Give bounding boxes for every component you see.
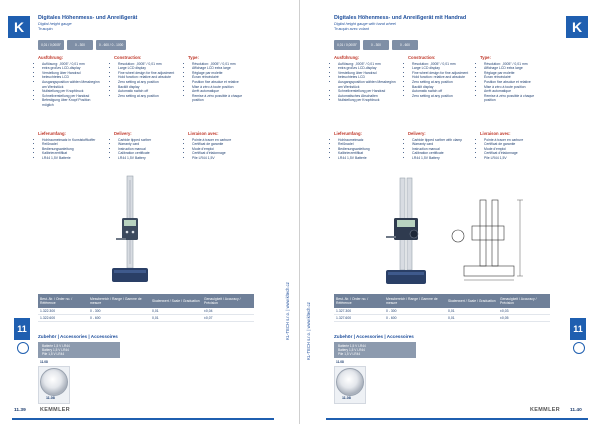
left-side-text: KL-TECH s.r.o. | www.kltech.cz (285, 282, 290, 340)
right-logo: K (566, 16, 588, 38)
list-item: • Pile LR44 1,5V (192, 156, 254, 161)
list-item: • Backlit display (118, 85, 176, 90)
col-heading: Lieferumfang: (38, 131, 66, 136)
list-item: • Certificat d'étalonnage (192, 151, 254, 156)
list-item: • Fine wheel design for fine adjustment (412, 71, 470, 76)
right-col-type (480, 56, 546, 103)
list-item: • Nullstellung per Knopfdruck (42, 89, 100, 94)
list-item: • Resolution: ,0005" / 0,01 mm (412, 62, 470, 67)
right-dimension-drawing (450, 198, 530, 282)
list-item: • Ausgangsposition wählen Messbeginn am Werkstück (42, 80, 100, 89)
list-item: • Zero setting at any position (118, 94, 176, 99)
list-item: • Mise à zéro à toute position (192, 85, 254, 90)
spec-chip: 0,01 / 0,0005" (38, 40, 64, 50)
list-item: • Carbide tipped scriber with clamp (412, 138, 470, 143)
left-accessory-thumb-label: 11.08 (46, 396, 55, 400)
list-item: • Mise à zéro à toute position (484, 85, 546, 90)
left-col-delivery (114, 132, 176, 161)
list-item: • LR44 1,5V Battery (118, 156, 176, 161)
spec-chip: 0 - 300 (67, 40, 93, 50)
table-cell: ±0,07 (204, 316, 213, 320)
list-item: • LR44 1,5V Batterie (42, 156, 100, 161)
list-item: • Réglage par molette (192, 71, 254, 76)
right-section-tab[interactable]: 11 (570, 318, 586, 340)
list-item: • beleuchtetes LCD (42, 75, 100, 80)
left-col-livraison (188, 132, 254, 161)
col-heading: Livraison avec: (188, 131, 219, 136)
table-row (334, 315, 550, 322)
table-cell: 0,01 (448, 316, 455, 320)
list-item: • Warranty card (412, 142, 470, 147)
left-subtitle-fr: Trusquin (38, 27, 53, 31)
list-item: • Certificat de garantie (192, 142, 254, 147)
list-item: • Warranty card (118, 142, 176, 147)
table-cell: 0,01 (152, 309, 159, 313)
list-item: • Pointe à tracer en carbure (484, 138, 546, 143)
list-item: • Zero setting at any position (118, 80, 176, 85)
list-item: • Hold function: relative and absolute (118, 75, 176, 80)
left-accessory-box (38, 342, 120, 358)
left-accessories-title: Zubehör | Accessories | Accessoires (38, 334, 118, 339)
list-item: • Resolution: ,0005" / 0,01 mm (118, 62, 176, 67)
table-cell: 0,01 (152, 316, 159, 320)
list-item: • Large LCD display (118, 66, 176, 71)
left-section-tab[interactable]: 11 (14, 318, 30, 340)
right-side-text: KL-TECH s.r.o. | www.kltech.cz (306, 302, 311, 360)
table-cell: 0 - 300 (90, 309, 101, 313)
list-item: • beleuchtetes LCD (338, 75, 396, 80)
left-logo: K (8, 16, 30, 38)
list-item: • extra großes LCD-display (338, 66, 396, 71)
col-heading: Ausführung: (334, 55, 360, 60)
list-item: • Kalibrierzertifikat (338, 151, 396, 156)
col-heading: Type: (480, 55, 491, 60)
right-col-livraison (480, 132, 546, 161)
accessory-line: Batterie 1,5 V LR44 (42, 344, 70, 348)
right-col-lieferumfang (334, 132, 396, 161)
table-header-cell: Messbereich / Range / Gamme de mesure (90, 297, 142, 305)
col-heading: Type: (188, 55, 199, 60)
table-cell: 0 - 600 (90, 316, 101, 320)
list-item: • Fine wheel design for fine adjustment (118, 71, 176, 76)
left-brand: KEMMLER (40, 407, 71, 413)
height-gauge-handwheel-icon (376, 174, 436, 290)
list-item: • Ausgangsposition wählen Messbeginn am Werkstück (338, 80, 396, 89)
left-product-image (100, 172, 160, 288)
list-item: • Auflösung: ,0005" / 0,01 mm (338, 62, 396, 67)
right-page (300, 0, 600, 424)
list-item: • Reißnadel (338, 142, 396, 147)
right-brand: KEMMLER (530, 407, 561, 413)
list-item: • Hohlraumeinsatz in Kunststoffkoffer (42, 138, 100, 143)
list-item: • Kalibrierzertifikat (42, 151, 100, 156)
list-item: • Schnellverstellung per Handrad (338, 89, 396, 94)
list-item: • Remise à zéro possible à chaque position (192, 94, 254, 103)
left-col-type (188, 56, 254, 103)
list-item: • Calibration certificate (412, 151, 470, 156)
spec-chip: 0 - 300 (363, 40, 389, 50)
list-item: • Certificat d'étalonnage (484, 151, 546, 156)
list-item: • extra großes LCD-display (42, 66, 100, 71)
technical-drawing-icon (450, 198, 530, 282)
table-header-cell: Messbereich / Range / Gamme de mesure (386, 297, 438, 305)
list-item: • Automatisches Abschalten (338, 94, 396, 99)
right-title: Digitales Höhenmess- und Anreißgerät mit Handrad (334, 15, 467, 21)
list-item: • Automatic switch off (412, 89, 470, 94)
spec-chip: 0 - 600 (392, 40, 418, 50)
table-row (38, 308, 254, 315)
left-order-table (38, 294, 254, 322)
left-col-lieferumfang (38, 132, 100, 161)
list-item: • Arrêt automatique (192, 89, 254, 94)
right-page-number: 11.40 (570, 408, 582, 413)
right-accessory-box (334, 342, 416, 358)
measure-icon (17, 342, 29, 354)
table-cell: ±0,03 (500, 309, 509, 313)
list-item: • Remise à zéro possible à chaque position (484, 94, 546, 103)
list-item: • Bedienungsanleitung (338, 147, 396, 152)
height-gauge-icon (100, 172, 160, 288)
table-cell: 1.327.300 (336, 309, 352, 313)
list-item: • Reißnadel (42, 142, 100, 147)
accessory-line: Battery 1,5 V LR44 (42, 348, 69, 353)
left-bottom-rule (12, 418, 274, 420)
col-heading: Ausführung: (38, 55, 64, 60)
left-title: Digitales Höhenmess- und Anreißgerät (38, 15, 138, 21)
col-heading: Livraison avec: (480, 131, 511, 136)
table-header-cell: Genauigkeit / Accuracy / Précision (204, 297, 241, 305)
right-col-construction (408, 56, 470, 98)
table-header-cell: Best.-Nr. / Order no. / Référence (336, 297, 369, 305)
right-order-table (334, 294, 550, 322)
list-item: • Calibration certificate (118, 151, 176, 156)
list-item: • Mode d'emploi (192, 147, 254, 152)
list-item: • Arrêt automatique (484, 89, 546, 94)
list-item: • Position fixe absolue et relative (484, 80, 546, 85)
table-cell: 0 - 600 (386, 316, 397, 320)
left-page-number: 11.39 (14, 408, 26, 413)
table-cell: 1.327.600 (336, 316, 352, 320)
right-subtitle: Digital height gauge with hand wheel (334, 22, 396, 26)
spec-chip: 0 - 600 / 0 - 1000 (96, 40, 126, 50)
right-bottom-rule (326, 418, 588, 420)
right-accessories-title: Zubehör | Accessories | Accessoires (334, 334, 414, 339)
list-item: • Résolution: ,0005" / 0,01 mm (484, 62, 546, 67)
list-item: • Zero setting at any position (412, 80, 470, 85)
table-header-cell: Skalenwert / Scale / Graduation (152, 299, 200, 303)
right-spec-chips (334, 40, 418, 50)
left-subtitle: Digital height gauge (38, 22, 72, 26)
col-heading: Construction: (114, 55, 142, 60)
table-row (334, 308, 550, 315)
table-header-cell: Best.-Nr. / Order no. / Référence (40, 297, 73, 305)
right-accessory-part-no: 11.08 (336, 360, 344, 364)
col-heading: Lieferumfang: (334, 131, 362, 136)
right-col-ausfuehrung (334, 56, 396, 103)
list-item: • Instruction manual (412, 147, 470, 152)
table-cell: 0 - 300 (386, 309, 397, 313)
list-item: • Résolution: ,0005" / 0,01 mm (192, 62, 254, 67)
left-accessory-part-no: 11.08 (40, 360, 48, 364)
accessory-line: Battery 1,5 V LR44 (338, 348, 365, 353)
right-subtitle-fr: Trusquin avec volant (334, 27, 369, 31)
list-item: • Backlit display (412, 85, 470, 90)
accessory-line: Batterie 1,5 V LR44 (338, 344, 366, 348)
list-item: • Automatic switch off (118, 89, 176, 94)
list-item: • Écran rétroéclairé (484, 75, 546, 80)
list-item: • Schnellverstellung per Handrad (42, 94, 100, 99)
list-item: • Instruction manual (118, 147, 176, 152)
right-accessory-thumb-label: 11.08 (342, 396, 351, 400)
list-item: • Affichage LCD extra large (484, 66, 546, 71)
right-product-image (376, 174, 436, 290)
list-item: • Auflösung: ,0005" / 0,01 mm (42, 62, 100, 67)
list-item: • Affichage LCD extra large (192, 66, 254, 71)
list-item: • Réglage par molette (484, 71, 546, 76)
col-heading: Delivery: (408, 131, 426, 136)
battery-icon (40, 368, 68, 396)
list-item: • LR44 1,5V Battery (412, 156, 470, 161)
measure-icon (573, 342, 585, 354)
list-item: • LR44 1,5V Batterie (338, 156, 396, 161)
list-item: • Befestigung über Knopf Position möglich (42, 98, 100, 107)
table-cell: ±0,05 (500, 316, 509, 320)
list-item: • Hold function: relative and absolute (412, 75, 470, 80)
list-item: • Large LCD display (412, 66, 470, 71)
list-item: • Certificat de garantie (484, 142, 546, 147)
list-item: • Verstellung über Handrad (42, 71, 100, 76)
accessory-line: Pile 1,5 V LR44 (338, 352, 361, 357)
list-item: • Hohlraumeinsatz (338, 138, 396, 143)
table-header-cell: Skalenwert / Scale / Graduation (448, 299, 496, 303)
table-cell: 1.322.300 (40, 309, 56, 313)
list-item: • Nullstellung per Knopfdruck (338, 98, 396, 103)
spec-chip: 0,01 / 0,0005" (334, 40, 360, 50)
list-item: • Zero setting at any position (412, 94, 470, 99)
list-item: • Bedienungsanleitung (42, 147, 100, 152)
list-item: • Écran rétroéclairé (192, 75, 254, 80)
left-col-construction (114, 56, 176, 98)
right-col-delivery (408, 132, 470, 161)
table-header (38, 294, 254, 308)
list-item: • Pointe à tracer en carbure (192, 138, 254, 143)
table-cell: ±0,04 (204, 309, 213, 313)
list-item: • Pile LR44 1,5V (484, 156, 546, 161)
list-item: • Carbide tipped scriber (118, 138, 176, 143)
list-item: • Mode d'emploi (484, 147, 546, 152)
accessory-line: Pile 1,5 V LR44 (42, 352, 65, 357)
table-cell: 0,01 (448, 309, 455, 313)
left-spec-chips (38, 40, 126, 50)
table-header-cell: Genauigkeit / Accuracy / Précision (500, 297, 537, 305)
battery-icon (336, 368, 364, 396)
list-item: • Verstellung über Handrad (338, 71, 396, 76)
table-row (38, 315, 254, 322)
col-heading: Construction: (408, 55, 436, 60)
table-header (334, 294, 550, 308)
list-item: • Position fixe absolue et relative (192, 80, 254, 85)
table-cell: 1.322.600 (40, 316, 56, 320)
left-col-ausfuehrung (38, 56, 100, 108)
col-heading: Delivery: (114, 131, 132, 136)
